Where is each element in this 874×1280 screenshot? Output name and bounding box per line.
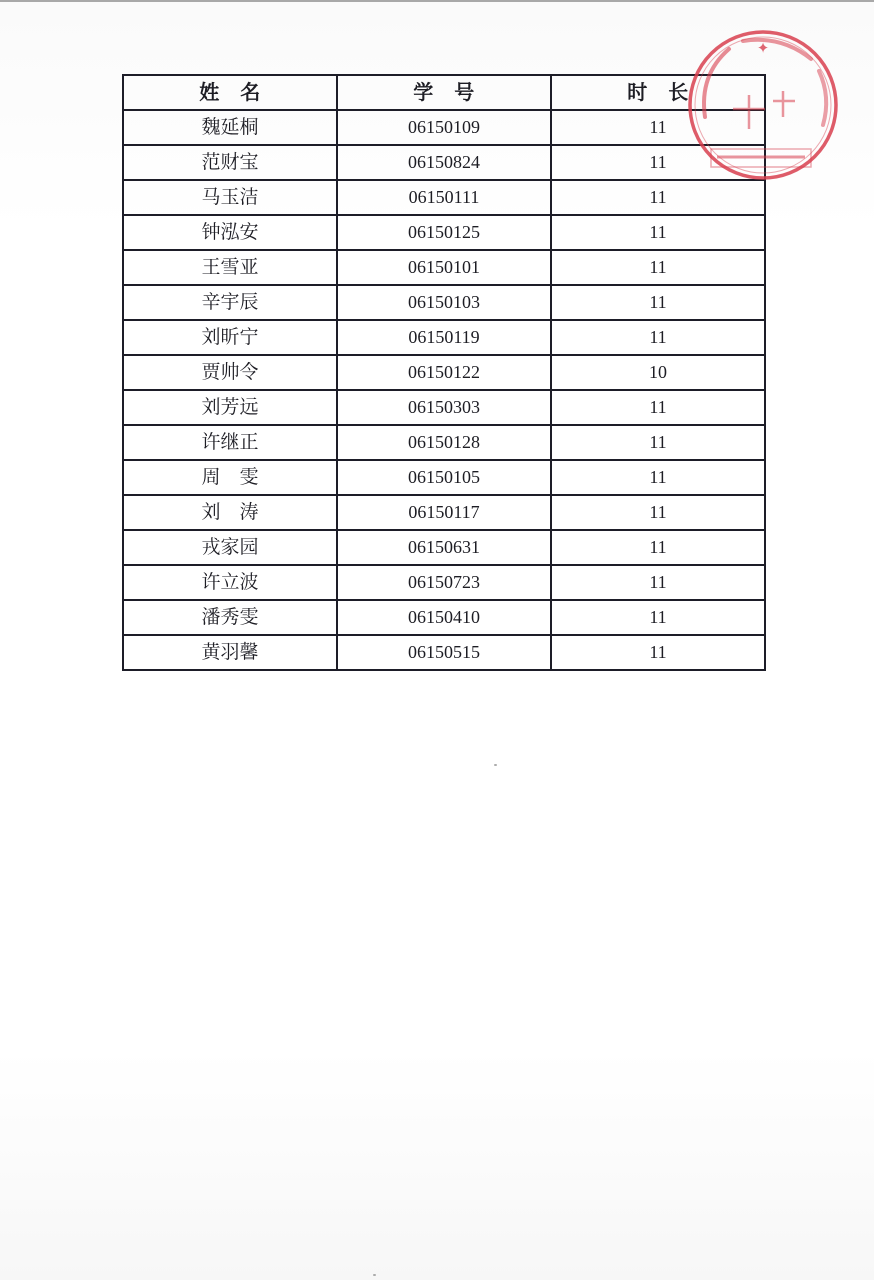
- row-duration: 10: [551, 355, 765, 390]
- row-name: 王雪亚: [123, 250, 337, 285]
- row-student-id: 06150105: [337, 460, 551, 495]
- table-row: [123, 390, 765, 425]
- row-duration: 11: [551, 250, 765, 285]
- table-row: [123, 320, 765, 355]
- paper-speck: [373, 1274, 376, 1276]
- row-student-id: 06150303: [337, 390, 551, 425]
- row-student-id: 06150410: [337, 600, 551, 635]
- row-name: 许立波: [123, 565, 337, 600]
- row-student-id: 06150125: [337, 215, 551, 250]
- table-row: [123, 145, 765, 180]
- row-duration: 11: [551, 495, 765, 530]
- paper-speck: [494, 764, 497, 766]
- row-student-id: 06150101: [337, 250, 551, 285]
- row-name: 刘芳远: [123, 390, 337, 425]
- table-row: [123, 425, 765, 460]
- row-duration: 11: [551, 600, 765, 635]
- table-header-row: [123, 75, 765, 110]
- row-name: 辛宇辰: [123, 285, 337, 320]
- row-duration: 11: [551, 390, 765, 425]
- table-row: [123, 250, 765, 285]
- row-name: 刘昕宁: [123, 320, 337, 355]
- row-name: 戎家园: [123, 530, 337, 565]
- row-duration: 11: [551, 425, 765, 460]
- table-row: [123, 215, 765, 250]
- row-student-id: 06150109: [337, 110, 551, 145]
- row-name: 贾帅令: [123, 355, 337, 390]
- row-name: 钟泓安: [123, 215, 337, 250]
- roster-table: [122, 74, 766, 671]
- row-student-id: 06150723: [337, 565, 551, 600]
- row-name: 范财宝: [123, 145, 337, 180]
- row-student-id: 06150119: [337, 320, 551, 355]
- row-student-id: 06150103: [337, 285, 551, 320]
- row-student-id: 06150117: [337, 495, 551, 530]
- row-name: 许继正: [123, 425, 337, 460]
- row-name: 魏延桐: [123, 110, 337, 145]
- table-row: [123, 565, 765, 600]
- row-duration: 11: [551, 145, 765, 180]
- row-student-id: 06150122: [337, 355, 551, 390]
- table-row: [123, 495, 765, 530]
- row-student-id: 06150128: [337, 425, 551, 460]
- row-duration: 11: [551, 110, 765, 145]
- table-row: [123, 600, 765, 635]
- row-duration: 11: [551, 565, 765, 600]
- row-name: 马玉洁: [123, 180, 337, 215]
- row-duration: 11: [551, 530, 765, 565]
- header-duration: 时 长: [551, 75, 765, 110]
- row-duration: 11: [551, 215, 765, 250]
- row-student-id: 06150824: [337, 145, 551, 180]
- row-student-id: 06150515: [337, 635, 551, 670]
- row-name: 刘 涛: [123, 495, 337, 530]
- header-student-id: 学 号: [337, 75, 551, 110]
- row-student-id: 06150111: [337, 180, 551, 215]
- table-row: [123, 460, 765, 495]
- row-duration: 11: [551, 635, 765, 670]
- row-name: 潘秀雯: [123, 600, 337, 635]
- row-duration: 11: [551, 180, 765, 215]
- svg-text:✦: ✦: [756, 39, 770, 57]
- table-row: [123, 180, 765, 215]
- roster-table-container: [122, 74, 764, 671]
- table-row: [123, 635, 765, 670]
- row-name: 黄羽馨: [123, 635, 337, 670]
- table-row: [123, 355, 765, 390]
- page-top-edge: [0, 0, 874, 2]
- row-duration: 11: [551, 460, 765, 495]
- table-row: [123, 530, 765, 565]
- table-row: [123, 110, 765, 145]
- table-row: [123, 285, 765, 320]
- row-student-id: 06150631: [337, 530, 551, 565]
- row-duration: 11: [551, 285, 765, 320]
- row-duration: 11: [551, 320, 765, 355]
- header-name: 姓 名: [123, 75, 337, 110]
- row-name: 周 雯: [123, 460, 337, 495]
